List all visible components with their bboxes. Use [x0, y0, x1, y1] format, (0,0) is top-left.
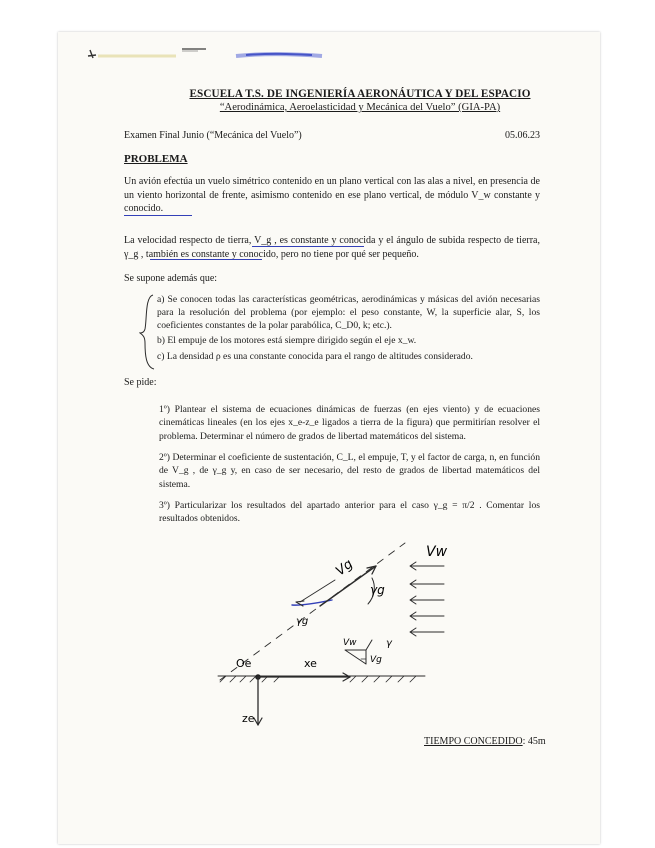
headwind-arrows: [410, 562, 444, 636]
blue-underline-vg: [252, 246, 364, 247]
handwritten-brace: [139, 293, 157, 371]
course-title: “Aerodinámica, Aeroelasticidad y Mecánica del Vuelo” (GIA-PA): [219, 102, 501, 113]
problem-heading: PROBLEMA: [124, 153, 188, 165]
exam-title: Examen Final Junio (“Mecánica del Vuelo”): [124, 130, 302, 141]
gamma-g-label: γg: [370, 583, 385, 597]
vg-label: Vg: [333, 556, 356, 580]
gamma-label-small: γ: [386, 638, 392, 649]
velocity-triangle: [345, 650, 366, 664]
velocity-triangle-tip: [366, 640, 372, 650]
exam-info-row: [124, 130, 540, 141]
assumptions-intro: Se supone además que:: [124, 273, 218, 284]
assumption-c: c) La densidad ρ es una constante conocida para el rango de altitudes considerado.: [157, 351, 473, 362]
school-title: ESCUELA T.S. DE INGENIERÍA AERONÁUTICA Y DEL ESPACIO: [189, 88, 531, 100]
blue-underline-gamma: [150, 259, 262, 260]
scan-marks: [86, 44, 326, 70]
problem-paragraph-2: La velocidad respecto de tierra, V_g , es constante y conocida y el ángulo de subida respecto de tierra, γ_g , también es constante y conocido, pero no tiene por qué ser pequeño.: [124, 235, 540, 260]
gamma-left-label: γg: [296, 616, 309, 627]
vg-label-small: Vg: [370, 655, 382, 665]
problem-paragraph-1: Un avión efectúa un vuelo simétrico contenido en un plano vertical con las alas a nivel, en presencia de un viento horizontal de frente, asimismo contenido en ese plano vertical, de módulo V_w constante y conocido.: [124, 176, 540, 215]
question-3: 3º) Particularizar los resultados del apartado anterior para el caso γ_g = π/2 . Comentar los resultados obtenidos.: [159, 500, 540, 525]
time-label: TIEMPO CONCEDIDO: [424, 736, 523, 747]
blue-underline-vw: [124, 215, 192, 216]
assumption-a: a) Se conocen todas las características geométricas, aerodinámicas y másicas del avión necesarias para la resolución del problema (por ejemplo: el peso constante, W, la superficie alar, S, los coeficientes constantes de la polar parabólica, C_D0, k; etc.).: [157, 294, 540, 331]
exam-date: 05.06.23: [505, 130, 540, 141]
flight-diagram: [200, 540, 460, 730]
time-allowed: [424, 736, 546, 747]
asks-intro: Se pide:: [124, 377, 157, 388]
origin-label: Oe: [236, 657, 252, 670]
ze-label: ze: [242, 712, 255, 725]
xe-label: xe: [304, 657, 317, 670]
vw-label-top: Vw: [426, 544, 448, 560]
assumption-b: b) El empuje de los motores está siempre dirigido según el eje x_w.: [157, 335, 417, 346]
vw-label-small: Vw: [343, 638, 357, 648]
question-2: 2º) Determinar el coeficiente de sustentación, C_L, el empuje, T, y el factor de carga, n, en función de V_g , de γ_g y, en caso de ser necesario, del resto de grados de libertad matemáticos del sistema.: [159, 452, 540, 490]
question-1: 1º) Plantear el sistema de ecuaciones dinámicas de fuerzas (en ejes viento) y de ecuaciones cinemáticas lineales (en los ejes x_e-z_e ligados a tierra de la figura) que permitirían resolver el problema. Determinar el número de grados de libertad matemáticos del sistema.: [159, 404, 540, 442]
time-value: : 45m: [522, 736, 546, 747]
